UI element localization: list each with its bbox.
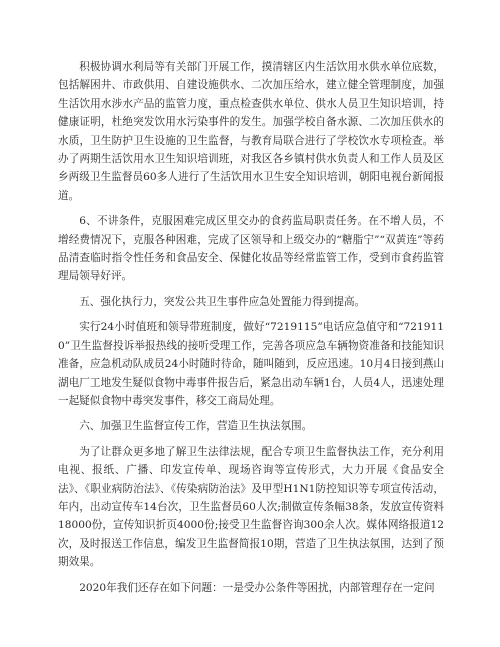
paragraph-emergency-duty: 实行24小时值班和领导带班制度，做好“7219115”电话应急值守和“7219110”卫生监督投诉举报热线的接听受理工作，完善各项应急车辆物资准备和技能知识准备，应急机动队成员24小时随时待命，随叫随到，反应迅速。10月4日接到燕山湖电厂工地发生疑似食物中毒事件报告后，紧急出动车辆1台，人员4人，迅速处理一起疑似食物中毒突发事件，移交工商局处理。 [58, 321, 444, 407]
paragraph-publicity-activities: 为了让群众更多地了解卫生法律法规，配合专项卫生监督执法工作，充分利用电视、报纸、广播、印发宣传单、现场咨询等宣传形式，大力开展《食品安全法》、《职业病防治法》、《传染病防治法》及甲型H1N1防控知识等专项宣传活动，年内，出动宣传车14台次，卫生监督员60人次;制做宣传条幅38条，发放宣传资料18000份，宣传知识折页4000份;接受卫生监督咨询300余人次。媒体网络报道12次，及时报送工作信息，编发卫生监督简报10期，营造了卫生执法氛围，达到了预期效果。 [58, 445, 444, 569]
paragraph-problems: 2020年我们还存在如下问题：一是受办公条件等困扰，内部管理存在一定问 [79, 581, 435, 594]
document-page [58, 58, 444, 604]
paragraph-water-supply-supervision: 积极协调水利局等有关部门开展工作，摸清辖区内生活饮用水供水单位底数，包括解困井、市政供用、自建设施供水、二次加压给水，建立健全管理制度，加强生活饮用水涉水产品的监管力度，重点检查供水单位、供水人员卫生知识培训，持健康证明，杜绝突发饮用水污染事件的发生。加强学校自备水源、二次加压供水的水质，卫生防护卫生设施的卫生监督，与教育局联合进行了学校饮水专项检查。举办了两期生活饮用水卫生知识培训班，对我区各乡镇村供水负责人和工作人员及区乡两级卫生监督员60多人进行了生活饮用水卫生安全知识培训，朝阳电视台新闻报道。 [58, 61, 444, 202]
section-heading-emergency-response: 五、强化执行力，突发公共卫生事件应急处置能力得到提高。 [79, 295, 366, 308]
section-heading-publicity: 六、加强卫生监督宣传工作，营造卫生执法氛围。 [79, 420, 313, 433]
paragraph-food-drug-tasks: 6、不讲条件，克服困难完成区里交办的食药监局职责任务。在不增人员，不增经费情况下，克服各种困难，完成了区领导和上级交办的“糖脂宁”“双黄连”等药品清查临时指令性任务和食品安全、保健化妆品等经常监管工作，受到市食药监管理局领导好评。 [58, 215, 444, 283]
